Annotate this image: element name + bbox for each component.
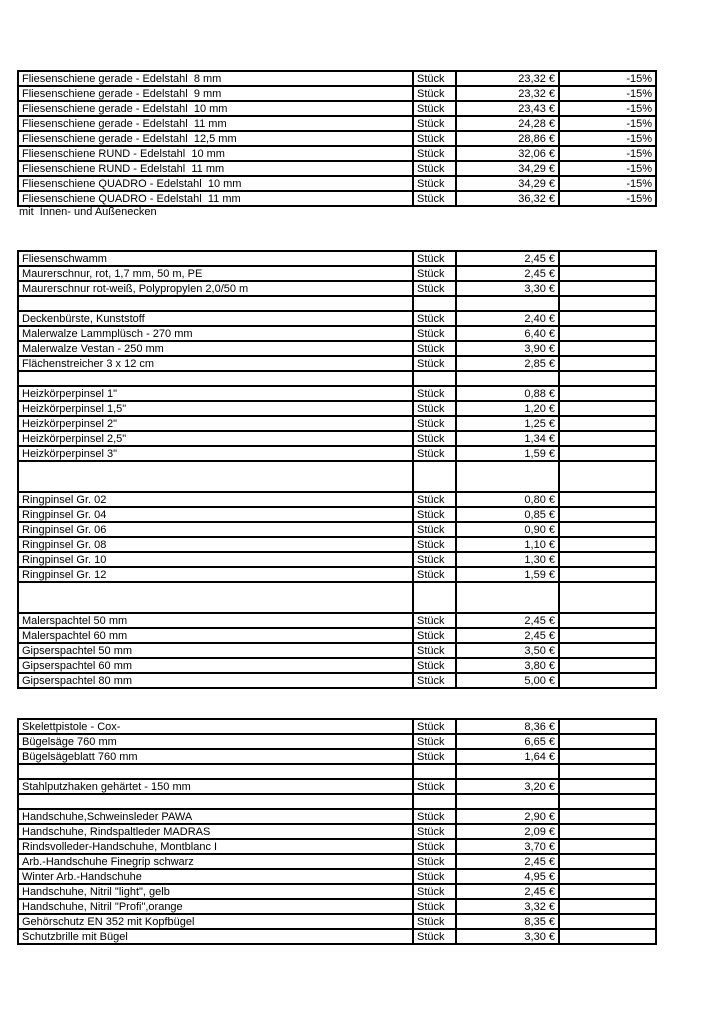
discount-cell xyxy=(559,643,656,658)
unit-cell xyxy=(413,371,456,386)
item-name-cell: Heizkörperpinsel 1,5" xyxy=(18,401,413,416)
table-row xyxy=(18,537,656,552)
discount-cell xyxy=(559,779,656,794)
item-name-cell: Handschuhe,Schweinsleder PAWA xyxy=(18,809,413,824)
unit-cell: Stück xyxy=(413,176,456,191)
item-name-cell: Fliesenschiene gerade - Edelstahl 11 mm xyxy=(18,116,413,131)
table-row xyxy=(18,296,656,311)
price-cell: 4,95 € xyxy=(456,869,559,884)
item-name-cell: Bügelsäge 760 mm xyxy=(18,734,413,749)
table-body xyxy=(18,71,656,206)
table-row xyxy=(18,116,656,131)
discount-cell xyxy=(559,628,656,643)
table-body xyxy=(18,719,656,944)
discount-cell xyxy=(559,311,656,326)
discount-cell: -15% xyxy=(559,131,656,146)
table-row xyxy=(18,628,656,643)
price-cell: 1,64 € xyxy=(456,749,559,764)
table-row xyxy=(18,386,656,401)
price-cell: 0,88 € xyxy=(456,386,559,401)
price-cell: 5,00 € xyxy=(456,673,559,688)
discount-cell xyxy=(559,764,656,779)
price-cell xyxy=(456,371,559,386)
item-name-cell: Maurerschnur, rot, 1,7 mm, 50 m, PE xyxy=(18,266,413,281)
item-name-cell: Bügelsägeblatt 760 mm xyxy=(18,749,413,764)
unit-cell: Stück xyxy=(413,386,456,401)
discount-cell xyxy=(559,673,656,688)
item-name-cell: Fliesenschiene gerade - Edelstahl 8 mm xyxy=(18,71,413,86)
unit-cell: Stück xyxy=(413,658,456,673)
price-cell xyxy=(456,461,559,492)
unit-cell xyxy=(413,461,456,492)
item-name-cell: Malerwalze Lammplüsch - 270 mm xyxy=(18,326,413,341)
table-row xyxy=(18,673,656,688)
price-cell: 0,90 € xyxy=(456,522,559,537)
item-name-cell: Fliesenschiene gerade - Edelstahl 12,5 mm xyxy=(18,131,413,146)
price-cell: 28,86 € xyxy=(456,131,559,146)
table-row xyxy=(18,266,656,281)
unit-cell: Stück xyxy=(413,839,456,854)
item-name-cell: Maurerschnur rot-weiß, Polypropylen 2,0/50 m xyxy=(18,281,413,296)
discount-cell xyxy=(559,371,656,386)
unit-cell: Stück xyxy=(413,266,456,281)
item-name-cell xyxy=(18,764,413,779)
discount-cell xyxy=(559,794,656,809)
discount-cell xyxy=(559,341,656,356)
discount-cell: -15% xyxy=(559,161,656,176)
price-cell: 2,45 € xyxy=(456,854,559,869)
item-name-cell xyxy=(18,296,413,311)
unit-cell: Stück xyxy=(413,899,456,914)
unit-cell: Stück xyxy=(413,71,456,86)
unit-cell: Stück xyxy=(413,719,456,734)
item-name-cell: Fliesenschiene RUND - Edelstahl 10 mm xyxy=(18,146,413,161)
table-row xyxy=(18,401,656,416)
table-row xyxy=(18,552,656,567)
discount-cell xyxy=(559,537,656,552)
unit-cell: Stück xyxy=(413,492,456,507)
unit-cell: Stück xyxy=(413,734,456,749)
price-cell xyxy=(456,296,559,311)
unit-cell: Stück xyxy=(413,628,456,643)
discount-cell xyxy=(559,431,656,446)
item-name-cell: Gipserspachtel 60 mm xyxy=(18,658,413,673)
unit-cell: Stück xyxy=(413,146,456,161)
unit-cell xyxy=(413,296,456,311)
item-name-cell: Arb.-Handschuhe Finegrip schwarz xyxy=(18,854,413,869)
price-cell: 3,20 € xyxy=(456,779,559,794)
price-cell: 32,06 € xyxy=(456,146,559,161)
item-name-cell: Fliesenschwamm xyxy=(18,251,413,266)
unit-cell: Stück xyxy=(413,281,456,296)
unit-cell: Stück xyxy=(413,522,456,537)
discount-cell xyxy=(559,914,656,929)
table-row xyxy=(18,341,656,356)
table-row xyxy=(18,311,656,326)
table-row xyxy=(18,643,656,658)
unit-cell: Stück xyxy=(413,311,456,326)
price-cell: 1,20 € xyxy=(456,401,559,416)
item-name-cell: Ringpinsel Gr. 08 xyxy=(18,537,413,552)
item-name-cell: Heizkörperpinsel 1" xyxy=(18,386,413,401)
price-table-maler-werkzeuge xyxy=(17,250,657,689)
discount-cell xyxy=(559,854,656,869)
discount-cell xyxy=(559,884,656,899)
unit-cell: Stück xyxy=(413,673,456,688)
table-row xyxy=(18,507,656,522)
price-cell: 1,59 € xyxy=(456,446,559,461)
table-row xyxy=(18,131,656,146)
table-row xyxy=(18,86,656,101)
item-name-cell: Gipserspachtel 50 mm xyxy=(18,643,413,658)
discount-cell: -15% xyxy=(559,191,656,206)
item-name-cell: Heizkörperpinsel 2" xyxy=(18,416,413,431)
price-cell: 3,30 € xyxy=(456,281,559,296)
discount-cell xyxy=(559,507,656,522)
price-cell: 8,35 € xyxy=(456,914,559,929)
discount-cell xyxy=(559,356,656,371)
table-row xyxy=(18,854,656,869)
discount-cell xyxy=(559,281,656,296)
price-table-werkzeug-arbeitsschutz xyxy=(17,718,657,945)
item-name-cell: Handschuhe, Nitril "light", gelb xyxy=(18,884,413,899)
item-name-cell: Rindsvolleder-Handschuhe, Montblanc I xyxy=(18,839,413,854)
table-row xyxy=(18,522,656,537)
unit-cell: Stück xyxy=(413,101,456,116)
table-row xyxy=(18,431,656,446)
unit-cell: Stück xyxy=(413,869,456,884)
table-row xyxy=(18,176,656,191)
item-name-cell: Fliesenschiene gerade - Edelstahl 9 mm xyxy=(18,86,413,101)
price-cell: 2,45 € xyxy=(456,251,559,266)
item-name-cell: Winter Arb.-Handschuhe xyxy=(18,869,413,884)
note-innen-aussenecken: mit Innen- und Außenecken xyxy=(19,206,157,218)
table-row xyxy=(18,371,656,386)
item-name-cell: Fliesenschiene gerade - Edelstahl 10 mm xyxy=(18,101,413,116)
discount-cell: -15% xyxy=(559,146,656,161)
price-cell: 0,85 € xyxy=(456,507,559,522)
table-row xyxy=(18,794,656,809)
discount-cell: -15% xyxy=(559,101,656,116)
price-cell: 0,80 € xyxy=(456,492,559,507)
item-name-cell xyxy=(18,371,413,386)
discount-cell xyxy=(559,613,656,628)
price-cell: 2,40 € xyxy=(456,311,559,326)
price-cell: 36,32 € xyxy=(456,191,559,206)
price-cell: 2,45 € xyxy=(456,266,559,281)
table-row xyxy=(18,191,656,206)
discount-cell xyxy=(559,251,656,266)
unit-cell: Stück xyxy=(413,341,456,356)
price-cell xyxy=(456,582,559,613)
item-name-cell: Ringpinsel Gr. 12 xyxy=(18,567,413,582)
table-body xyxy=(18,251,656,688)
unit-cell: Stück xyxy=(413,356,456,371)
discount-cell xyxy=(559,416,656,431)
discount-cell xyxy=(559,446,656,461)
price-cell: 3,32 € xyxy=(456,899,559,914)
price-cell: 2,45 € xyxy=(456,884,559,899)
price-cell: 24,28 € xyxy=(456,116,559,131)
table-row xyxy=(18,281,656,296)
discount-cell xyxy=(559,658,656,673)
discount-cell xyxy=(559,719,656,734)
price-cell: 2,45 € xyxy=(456,628,559,643)
table-row xyxy=(18,809,656,824)
discount-cell xyxy=(559,567,656,582)
table-row xyxy=(18,356,656,371)
table-row xyxy=(18,492,656,507)
discount-cell xyxy=(559,266,656,281)
unit-cell: Stück xyxy=(413,613,456,628)
unit-cell: Stück xyxy=(413,401,456,416)
item-name-cell: Gehörschutz EN 352 mit Kopfbügel xyxy=(18,914,413,929)
unit-cell xyxy=(413,764,456,779)
item-name-cell: Handschuhe, Nitril "Profi",orange xyxy=(18,899,413,914)
discount-cell xyxy=(559,734,656,749)
unit-cell: Stück xyxy=(413,161,456,176)
item-name-cell: Skelettpistole - Cox- xyxy=(18,719,413,734)
price-cell: 3,70 € xyxy=(456,839,559,854)
item-name-cell: Fliesenschiene QUADRO - Edelstahl 10 mm xyxy=(18,176,413,191)
unit-cell: Stück xyxy=(413,116,456,131)
unit-cell: Stück xyxy=(413,251,456,266)
discount-cell: -15% xyxy=(559,116,656,131)
discount-cell xyxy=(559,839,656,854)
table-row xyxy=(18,764,656,779)
item-name-cell: Malerspachtel 50 mm xyxy=(18,613,413,628)
price-cell: 1,10 € xyxy=(456,537,559,552)
unit-cell: Stück xyxy=(413,824,456,839)
price-table-fliesenschienen xyxy=(17,70,657,207)
price-cell xyxy=(456,764,559,779)
table-row xyxy=(18,899,656,914)
price-cell: 2,90 € xyxy=(456,809,559,824)
discount-cell xyxy=(559,582,656,613)
price-cell: 6,40 € xyxy=(456,326,559,341)
price-cell: 2,09 € xyxy=(456,824,559,839)
unit-cell: Stück xyxy=(413,914,456,929)
price-cell: 1,34 € xyxy=(456,431,559,446)
price-cell: 3,90 € xyxy=(456,341,559,356)
unit-cell: Stück xyxy=(413,416,456,431)
discount-cell xyxy=(559,809,656,824)
unit-cell: Stück xyxy=(413,854,456,869)
price-cell xyxy=(456,794,559,809)
discount-cell: -15% xyxy=(559,71,656,86)
discount-cell xyxy=(559,386,656,401)
discount-cell xyxy=(559,824,656,839)
table-row xyxy=(18,749,656,764)
item-name-cell: Stahlputzhaken gehärtet - 150 mm xyxy=(18,779,413,794)
table-row xyxy=(18,719,656,734)
unit-cell: Stück xyxy=(413,749,456,764)
unit-cell: Stück xyxy=(413,446,456,461)
item-name-cell xyxy=(18,461,413,492)
table-row xyxy=(18,567,656,582)
unit-cell xyxy=(413,582,456,613)
discount-cell xyxy=(559,296,656,311)
table-row xyxy=(18,446,656,461)
discount-cell: -15% xyxy=(559,86,656,101)
unit-cell: Stück xyxy=(413,537,456,552)
price-cell: 2,45 € xyxy=(456,613,559,628)
item-name-cell xyxy=(18,582,413,613)
discount-cell xyxy=(559,749,656,764)
price-cell: 6,65 € xyxy=(456,734,559,749)
item-name-cell: Ringpinsel Gr. 04 xyxy=(18,507,413,522)
discount-cell xyxy=(559,899,656,914)
discount-cell: -15% xyxy=(559,176,656,191)
table-row xyxy=(18,839,656,854)
discount-cell xyxy=(559,461,656,492)
discount-cell xyxy=(559,401,656,416)
table-row xyxy=(18,326,656,341)
item-name-cell: Flächenstreicher 3 x 12 cm xyxy=(18,356,413,371)
price-cell: 3,80 € xyxy=(456,658,559,673)
table-row xyxy=(18,251,656,266)
unit-cell: Stück xyxy=(413,809,456,824)
table-row xyxy=(18,734,656,749)
table-row xyxy=(18,101,656,116)
price-cell: 1,30 € xyxy=(456,552,559,567)
table-row xyxy=(18,71,656,86)
table-row xyxy=(18,146,656,161)
item-name-cell: Heizkörperpinsel 3" xyxy=(18,446,413,461)
discount-cell xyxy=(559,326,656,341)
price-cell: 34,29 € xyxy=(456,176,559,191)
item-name-cell: Schutzbrille mit Bügel xyxy=(18,929,413,944)
price-cell: 3,30 € xyxy=(456,929,559,944)
table-row xyxy=(18,929,656,944)
item-name-cell: Heizkörperpinsel 2,5" xyxy=(18,431,413,446)
discount-cell xyxy=(559,869,656,884)
discount-cell xyxy=(559,552,656,567)
price-cell: 34,29 € xyxy=(456,161,559,176)
table-row xyxy=(18,779,656,794)
unit-cell: Stück xyxy=(413,552,456,567)
unit-cell: Stück xyxy=(413,131,456,146)
item-name-cell xyxy=(18,794,413,809)
price-cell: 3,50 € xyxy=(456,643,559,658)
item-name-cell: Fliesenschiene QUADRO - Edelstahl 11 mm xyxy=(18,191,413,206)
item-name-cell: Ringpinsel Gr. 02 xyxy=(18,492,413,507)
unit-cell xyxy=(413,794,456,809)
table-row xyxy=(18,416,656,431)
unit-cell: Stück xyxy=(413,884,456,899)
price-cell: 1,59 € xyxy=(456,567,559,582)
item-name-cell: Gipserspachtel 80 mm xyxy=(18,673,413,688)
table-row xyxy=(18,914,656,929)
table-row xyxy=(18,824,656,839)
price-cell: 23,32 € xyxy=(456,71,559,86)
price-cell: 23,43 € xyxy=(456,101,559,116)
table-row xyxy=(18,869,656,884)
discount-cell xyxy=(559,929,656,944)
unit-cell: Stück xyxy=(413,779,456,794)
item-name-cell: Ringpinsel Gr. 10 xyxy=(18,552,413,567)
table-row xyxy=(18,161,656,176)
table-row xyxy=(18,582,656,613)
unit-cell: Stück xyxy=(413,431,456,446)
table-row xyxy=(18,658,656,673)
table-row xyxy=(18,884,656,899)
item-name-cell: Fliesenschiene RUND - Edelstahl 11 mm xyxy=(18,161,413,176)
price-cell: 1,25 € xyxy=(456,416,559,431)
price-cell: 23,32 € xyxy=(456,86,559,101)
table-row xyxy=(18,461,656,492)
unit-cell: Stück xyxy=(413,326,456,341)
unit-cell: Stück xyxy=(413,86,456,101)
item-name-cell: Malerspachtel 60 mm xyxy=(18,628,413,643)
price-cell: 2,85 € xyxy=(456,356,559,371)
item-name-cell: Handschuhe, Rindspaltleder MADRAS xyxy=(18,824,413,839)
price-cell: 8,36 € xyxy=(456,719,559,734)
item-name-cell: Malerwalze Vestan - 250 mm xyxy=(18,341,413,356)
unit-cell: Stück xyxy=(413,507,456,522)
table-row xyxy=(18,613,656,628)
unit-cell: Stück xyxy=(413,643,456,658)
unit-cell: Stück xyxy=(413,929,456,944)
unit-cell: Stück xyxy=(413,191,456,206)
discount-cell xyxy=(559,492,656,507)
unit-cell: Stück xyxy=(413,567,456,582)
item-name-cell: Deckenbürste, Kunststoff xyxy=(18,311,413,326)
discount-cell xyxy=(559,522,656,537)
item-name-cell: Ringpinsel Gr. 06 xyxy=(18,522,413,537)
